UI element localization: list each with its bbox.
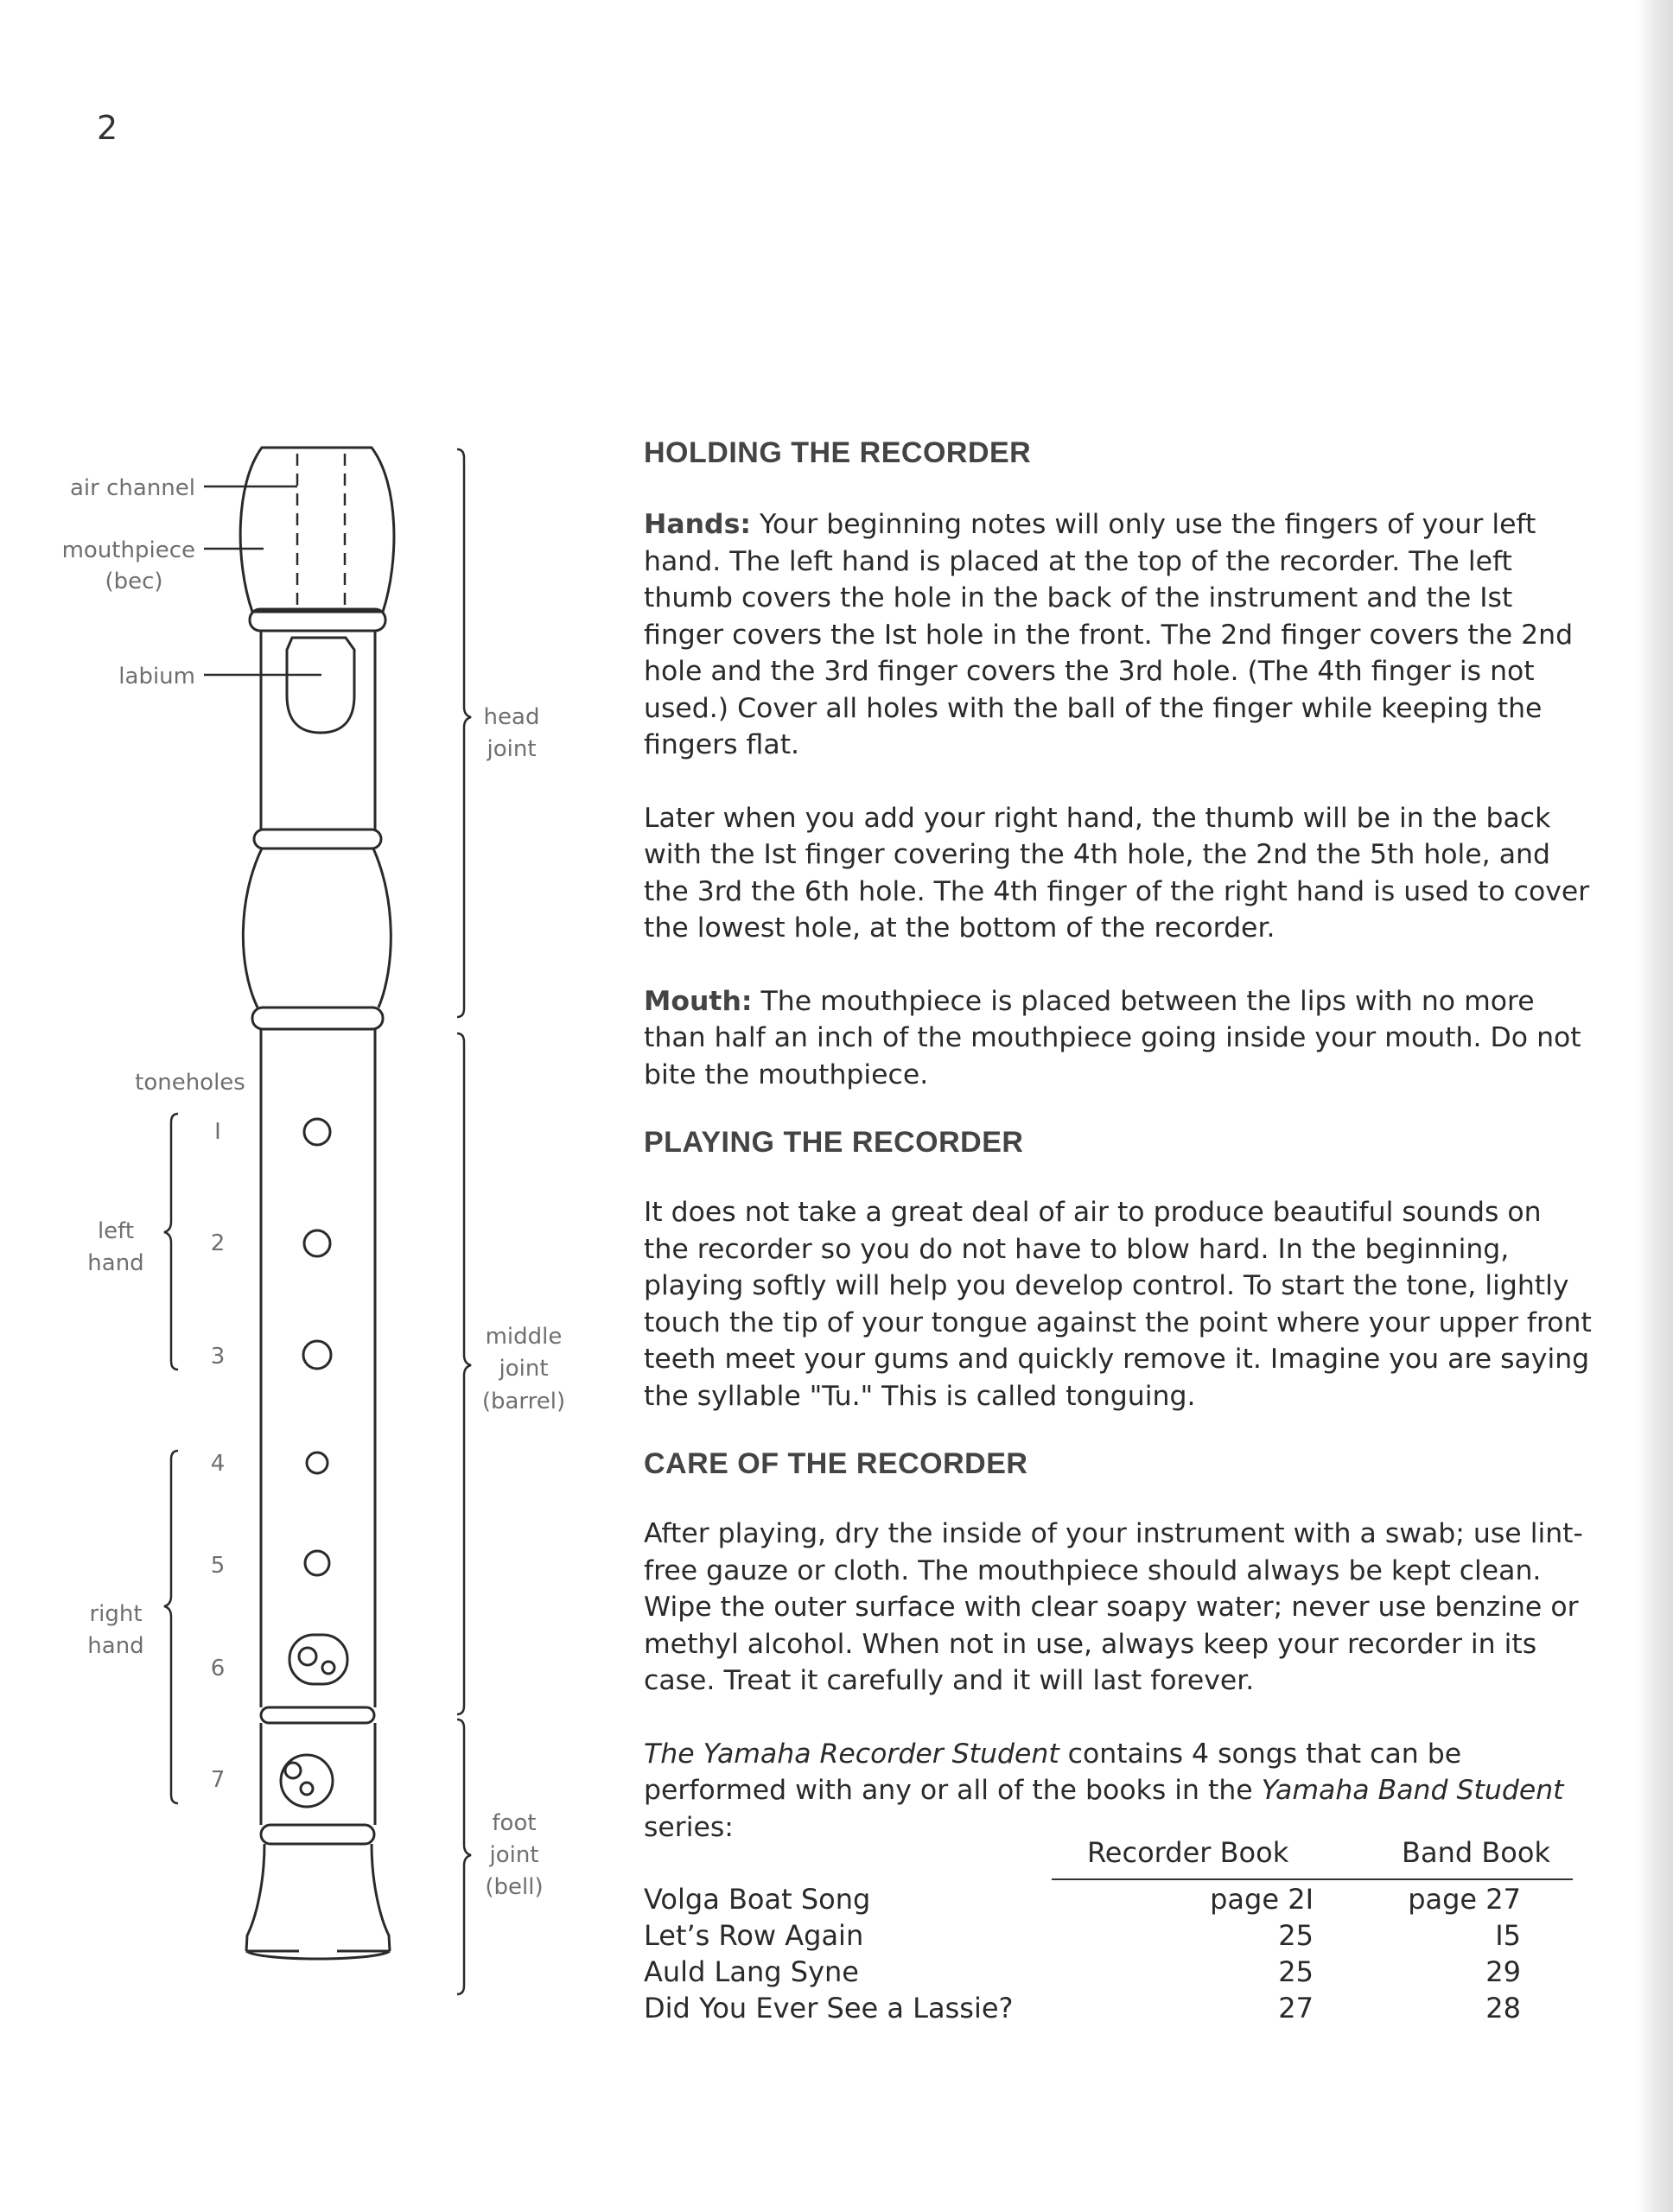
- head-joint-brace: [457, 449, 471, 1017]
- paragraph-playing: It does not take a great deal of air to produce beautiful sounds on the recorder so you do not have to blow hard. In the beginning, playing softly will help you develop control. To start the tone, lightly touch the tip of your tongue against the point where your upper front teeth meet your gums and quickly remove it. Imagine you are saying the syllable "Tu." This is called tonguing.: [644, 1197, 1592, 1412]
- recorder-head-body: [261, 631, 375, 830]
- recorder-head-bulge: [243, 849, 391, 1007]
- recorder-page: 25: [1278, 1955, 1314, 1988]
- label-left: left: [97, 1218, 135, 1244]
- paragraph-yamaha: [644, 1736, 1594, 1847]
- label-bec: (bec): [105, 569, 163, 594]
- label-left-hand: hand: [87, 1250, 144, 1276]
- header-rule: [1052, 1878, 1573, 1880]
- tonehole-3: [303, 1341, 331, 1369]
- recorder-ring-middle: [252, 1007, 383, 1029]
- hole-number-6: 6: [210, 1656, 226, 1681]
- band-page: I5: [1495, 1919, 1521, 1952]
- hole-number-2: 2: [210, 1230, 226, 1256]
- mouth-text: The mouthpiece is placed between the lips with no more than half an inch of the mouthpiece going inside your mouth. Do not bite the mouthpiece.: [644, 985, 1581, 1090]
- yamaha-end: series:: [644, 1811, 734, 1843]
- recorder-ring-upper: [254, 830, 381, 849]
- air-channel-lines: [297, 454, 345, 605]
- label-mouthpiece: mouthpiece: [61, 537, 195, 563]
- lead-mouth: Mouth:: [644, 985, 753, 1017]
- label-foot: foot: [492, 1810, 537, 1836]
- recorder-ring-bottom: [261, 1825, 374, 1844]
- hands-text: Your beginning notes will only use the fingers of your left hand. The left hand is placed at the top of the recorder. The left thumb covers the hole in the back of the instrument and the Ist finger covers the Ist hole in the front. The 2nd finger covers the 2nd hole and the 3rd finger covers the 3rd hole. (The 4th finger is not used.) Cover all holes with the ball of the finger while keeping the fingers flat.: [644, 509, 1574, 760]
- label-right: right: [89, 1601, 143, 1627]
- label-head: head: [483, 704, 540, 730]
- tonehole-2: [304, 1230, 330, 1256]
- tonehole-4: [307, 1452, 328, 1473]
- recorder-page: 25: [1278, 1919, 1314, 1952]
- label-toneholes: toneholes: [135, 1070, 245, 1096]
- hole-number-7: 7: [210, 1767, 226, 1793]
- label-barrel: (barrel): [481, 1389, 566, 1414]
- band-page: page 27: [1408, 1883, 1521, 1916]
- paragraph-mouth: [644, 983, 1594, 1094]
- song-title: Did You Ever See a Lassie?: [644, 1992, 1014, 2024]
- hole-number-5: 5: [210, 1553, 226, 1579]
- labium-window: [287, 638, 354, 733]
- recorder-foot-body: [261, 1723, 375, 1825]
- label-middle: middle: [485, 1324, 563, 1350]
- leader-lines: [204, 486, 321, 675]
- paragraph-hands: [644, 506, 1594, 764]
- header-recorder-book: Recorder Book: [1087, 1836, 1289, 1869]
- paragraph-care: After playing, dry the inside of your instrument with a swab; use lint-free gauze or cloth. The mouthpiece should always be kept clean. Wipe the outer surface with clear soapy water; never use benzine or methyl alcohol. When not in use, always keep your recorder in its case. Treat it carefully and it will last forever.: [644, 1518, 1583, 1696]
- hole-number-1: I: [214, 1119, 221, 1145]
- band-page: 28: [1485, 1992, 1521, 2024]
- recorder-page: 27: [1278, 1992, 1314, 2024]
- label-air-channel: air channel: [70, 475, 195, 501]
- header-band-book: Band Book: [1402, 1836, 1550, 1869]
- recorder-mouthpiece: [240, 448, 394, 612]
- hole-number-3: 3: [210, 1344, 226, 1370]
- middle-joint-brace: [457, 1033, 471, 1714]
- label-middle-joint: joint: [499, 1356, 549, 1382]
- page-number: 2: [97, 109, 118, 147]
- song-title: Let’s Row Again: [644, 1919, 864, 1952]
- recorder-bell: [246, 1844, 390, 1951]
- songs-table: [644, 1836, 1573, 2044]
- recorder-diagram: [0, 415, 605, 2022]
- label-foot-joint: joint: [489, 1842, 539, 1868]
- title-band-student: Yamaha Band Student: [1261, 1775, 1564, 1806]
- heading-holding: HOLDING THE RECORDER: [644, 436, 1032, 469]
- title-recorder-student: The Yamaha Recorder Student: [644, 1738, 1059, 1770]
- label-head-joint: joint: [487, 736, 537, 762]
- label-bell: (bell): [485, 1874, 544, 1900]
- recorder-page: page 2I: [1210, 1883, 1314, 1916]
- song-title: Volga Boat Song: [644, 1883, 871, 1916]
- band-page: 29: [1485, 1955, 1521, 1988]
- heading-care: CARE OF THE RECORDER: [644, 1447, 1028, 1480]
- page-edge-shadow: [1638, 0, 1673, 2212]
- label-right-hand: hand: [87, 1633, 144, 1659]
- song-title: Auld Lang Syne: [644, 1955, 859, 1988]
- tonehole-5: [305, 1551, 329, 1575]
- left-hand-brace: [164, 1114, 178, 1370]
- tonehole-1: [304, 1119, 330, 1145]
- heading-playing: PLAYING THE RECORDER: [644, 1126, 1024, 1159]
- paragraph-later: Later when you add your right hand, the thumb will be in the back with the Ist finger covering the 4th hole, the 2nd the 5th hole, and the 3rd the 6th hole. The 4th finger of the right hand is used to cover the lowest hole, at the bottom of the recorder.: [644, 802, 1590, 944]
- recorder-ring-lower: [261, 1707, 374, 1723]
- right-hand-brace: [164, 1451, 178, 1803]
- hole-number-4: 4: [210, 1451, 226, 1477]
- lead-hands: Hands:: [644, 509, 751, 540]
- foot-joint-brace: [457, 1719, 471, 1994]
- yamaha-mid: contains 4 songs that can be performed with any or all of the books in the: [644, 1738, 1462, 1806]
- label-labium: labium: [118, 664, 195, 690]
- instructions-column: [644, 436, 1594, 1846]
